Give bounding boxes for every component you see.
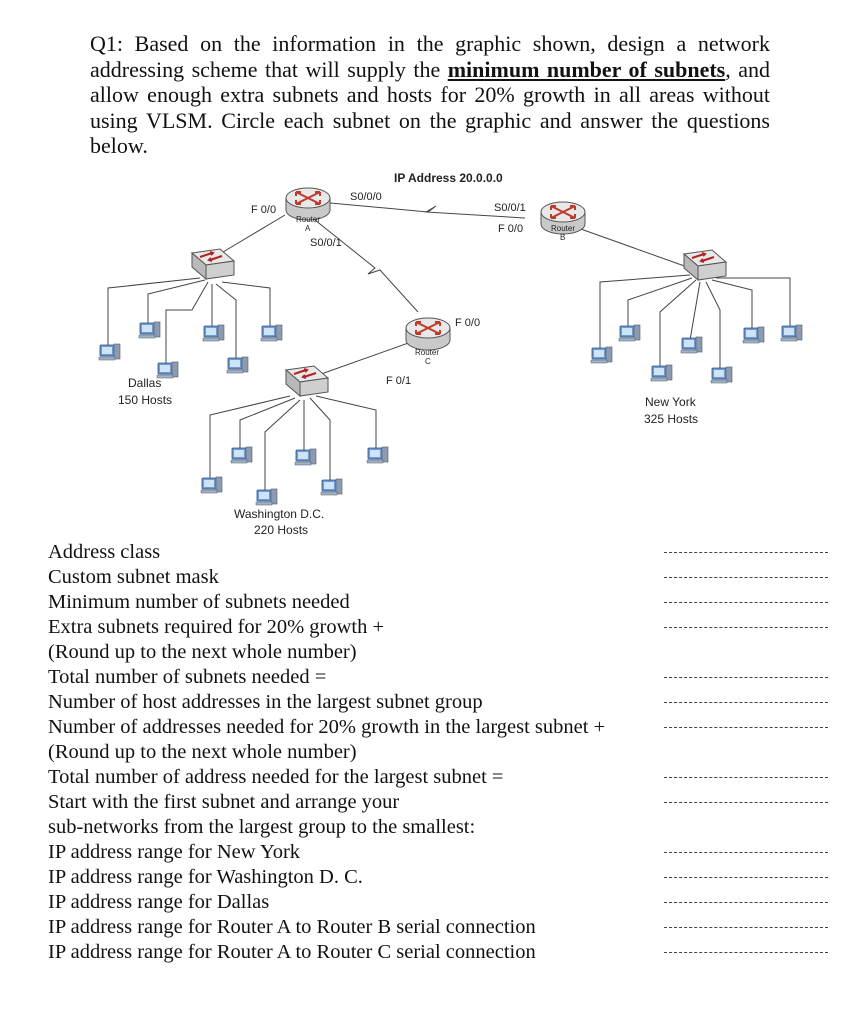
router-b-port-f00: F 0/0 (498, 223, 524, 235)
answer-blank[interactable] (664, 952, 828, 953)
washington-switch-icon (286, 366, 328, 396)
question-row (48, 665, 828, 690)
question-label: IP address range for Router A to Router B serial connection (48, 916, 536, 938)
answer-blank[interactable] (664, 727, 828, 728)
answer-blank[interactable] (664, 802, 828, 803)
question-label: Custom subnet mask (48, 566, 219, 588)
washington-hosts: 220 Hosts (254, 523, 309, 537)
network-diagram (0, 160, 844, 545)
answer-blank[interactable] (664, 852, 828, 853)
new-york-name: New York (645, 395, 696, 409)
pc-icon (591, 347, 612, 363)
new-york-switch-icon (684, 250, 726, 280)
question-emphasis: minimum number of subnets (447, 56, 726, 82)
question-row (48, 765, 828, 790)
pc-icon (256, 489, 277, 505)
dallas-switch-icon (192, 249, 234, 279)
pc-icon (681, 337, 702, 353)
router-c-icon (406, 318, 450, 350)
answer-blank[interactable] (664, 577, 828, 578)
question-row (48, 840, 828, 865)
question-prefix: Q1: Based on the information in the graphic shown, design a network addressing scheme that will supply the (90, 31, 770, 82)
router-b-letter: B (560, 233, 566, 242)
router-a-letter: A (305, 224, 311, 233)
question-row (48, 715, 828, 740)
router-a-port-s000: S0/0/0 (350, 191, 382, 203)
question-label: Start with the first subnet and arrange your (48, 791, 400, 813)
answer-blank[interactable] (664, 927, 828, 928)
router-b-port-s001: S0/0/1 (494, 202, 526, 214)
question-label: Minimum number of subnets needed (48, 591, 350, 613)
router-c-letter: C (425, 357, 431, 366)
new-york-lan (591, 250, 802, 383)
question-row (48, 740, 828, 765)
router-a-name: Router (296, 215, 321, 224)
answer-blank[interactable] (664, 702, 828, 703)
pc-icon (295, 449, 316, 465)
question-row (48, 940, 828, 965)
question-row (48, 915, 828, 940)
dallas-hosts: 150 Hosts (118, 393, 173, 407)
question-label: (Round up to the next whole number) (48, 641, 357, 663)
pc-icon (619, 325, 640, 341)
pc-icon (261, 325, 282, 341)
pc-icon (743, 327, 764, 343)
question-label: Extra subnets required for 20% growth + (48, 616, 385, 638)
answer-blank[interactable] (664, 677, 828, 678)
answer-blank[interactable] (664, 777, 828, 778)
question-row (48, 640, 828, 665)
pc-icon (139, 322, 160, 338)
question-row (48, 890, 828, 915)
pc-icon (367, 447, 388, 463)
washington-lan (201, 366, 388, 505)
question-row (48, 565, 828, 590)
question-label: Number of host addresses in the largest subnet group (48, 691, 483, 713)
question-label: (Round up to the next whole number) (48, 741, 357, 763)
question-label: Address class (48, 541, 161, 563)
pc-icon (321, 479, 342, 495)
router-c-port-f01: F 0/1 (386, 375, 412, 387)
question-row (48, 590, 828, 615)
question-text (90, 31, 770, 159)
question-suffix: , and allow enough extra subnets and hosts for 20% growth in all areas without using VLSM. Circle each subnet on the graphic and answer the questions below. (90, 56, 770, 158)
pc-icon (231, 447, 252, 463)
router-a-port-s001: S0/0/1 (310, 237, 342, 249)
new-york-hosts: 325 Hosts (644, 412, 699, 426)
pc-icon (203, 325, 224, 341)
answer-blank[interactable] (664, 902, 828, 903)
network-links (218, 203, 690, 378)
pc-icon (651, 365, 672, 381)
pc-icon (99, 344, 120, 360)
question-row (48, 790, 828, 815)
ip-address-label: IP Address 20.0.0.0 (394, 171, 503, 185)
question-label: IP address range for Router A to Router C serial connection (48, 941, 536, 963)
answer-blank[interactable] (664, 627, 828, 628)
pc-icon (227, 357, 248, 373)
router-a-port-f00: F 0/0 (251, 204, 277, 216)
question-row (48, 815, 828, 840)
question-label: Number of addresses needed for 20% growth in the largest subnet + (48, 716, 606, 738)
answer-blank[interactable] (664, 877, 828, 878)
question-label: Total number of address needed for the largest subnet = (48, 766, 504, 788)
pc-icon (201, 477, 222, 493)
dallas-name: Dallas (128, 376, 162, 390)
answer-blank[interactable] (664, 602, 828, 603)
question-row (48, 865, 828, 890)
question-label: IP address range for Washington D. C. (48, 866, 363, 888)
router-c-name: Router (415, 348, 440, 357)
dallas-lan (99, 249, 282, 378)
washington-name: Washington D.C. (234, 507, 325, 521)
pc-icon (781, 325, 802, 341)
question-label: sub-networks from the largest group to the smallest: (48, 816, 476, 838)
question-label: Total number of subnets needed = (48, 666, 327, 688)
question-row (48, 615, 828, 640)
router-c-port-f00: F 0/0 (455, 317, 481, 329)
question-row (48, 540, 828, 565)
router-b-name: Router (551, 224, 576, 233)
question-label: IP address range for New York (48, 841, 301, 863)
pc-icon (711, 367, 732, 383)
answer-blank[interactable] (664, 552, 828, 553)
question-label: IP address range for Dallas (48, 891, 270, 913)
question-row (48, 690, 828, 715)
